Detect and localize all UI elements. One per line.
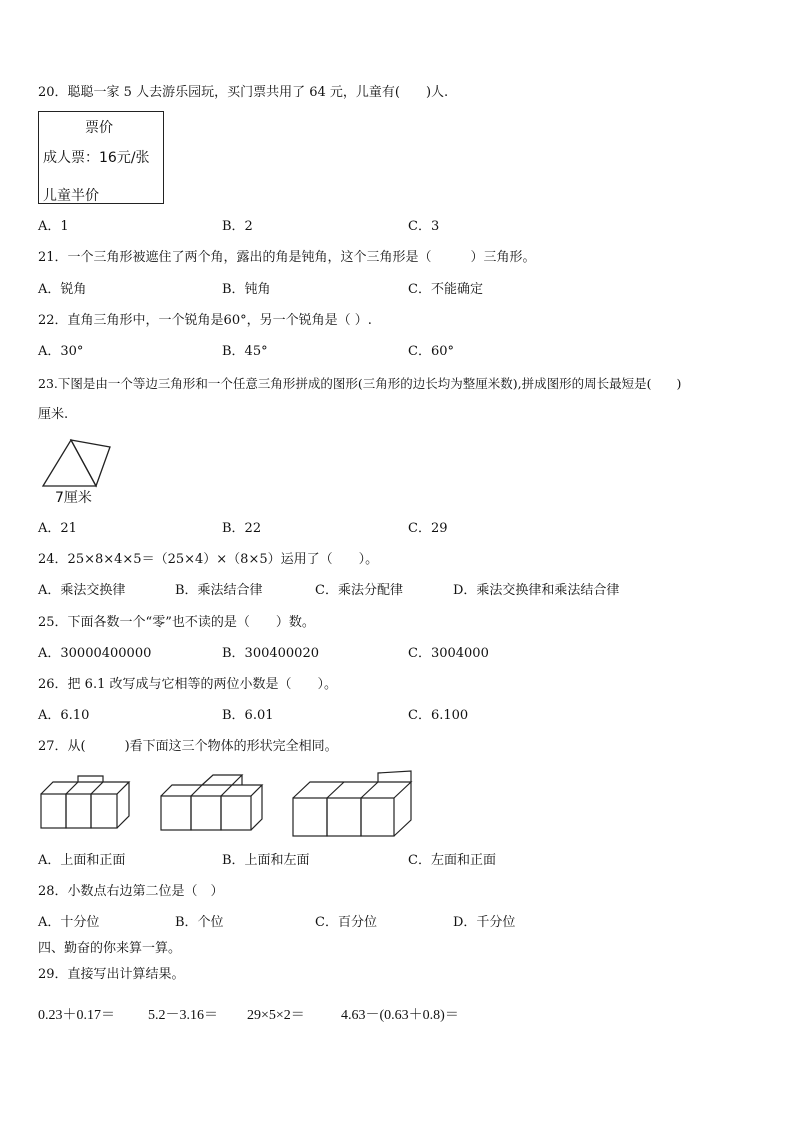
q20-option-a[interactable]: A．1 bbox=[38, 219, 69, 234]
question-29: 29．直接写出计算结果。 bbox=[38, 967, 185, 982]
q26-option-c[interactable]: C．6.100 bbox=[408, 708, 469, 723]
cube-object-2 bbox=[158, 772, 273, 834]
question-20: 20．聪聪一家 5 人去游乐园玩，买门票共用了 64 元，儿童有( )人. bbox=[38, 85, 449, 100]
child-ticket-price: 儿童半价 bbox=[43, 188, 99, 204]
cube-object-3 bbox=[290, 768, 430, 838]
q28-option-d[interactable]: D．千分位 bbox=[453, 915, 516, 930]
question-24: 24．25×8×4×5＝（25×4）×（8×5）运用了（ ）。 bbox=[38, 552, 379, 567]
q26-option-b[interactable]: B．6.01 bbox=[222, 708, 274, 723]
q20-option-b[interactable]: B．2 bbox=[222, 219, 253, 234]
q25-option-a[interactable]: A．30000400000 bbox=[38, 646, 152, 661]
q22-option-a[interactable]: A．30° bbox=[38, 344, 84, 359]
q25-option-c[interactable]: C．3004000 bbox=[408, 646, 489, 661]
section-heading: 四、勤奋的你来算一算。 bbox=[38, 941, 182, 956]
adult-ticket-price: 成人票：16元/张 bbox=[43, 150, 150, 166]
q27-option-c[interactable]: C．左面和正面 bbox=[408, 853, 496, 868]
q23-option-c[interactable]: C．29 bbox=[408, 521, 448, 536]
question-21: 21．一个三角形被遮住了两个角，露出的角是钝角，这个三角形是（ ）三角形。 bbox=[38, 250, 536, 265]
q23-option-b[interactable]: B．22 bbox=[222, 521, 262, 536]
cube-object-1 bbox=[38, 772, 138, 832]
question-25: 25．下面各数一个“零”也不读的是（ ）数。 bbox=[38, 615, 315, 630]
q21-option-b[interactable]: B．钝角 bbox=[222, 282, 271, 297]
question-27: 27．从( )看下面这三个物体的形状完全相同。 bbox=[38, 739, 338, 754]
q25-option-b[interactable]: B．300400020 bbox=[222, 646, 319, 661]
q27-option-b[interactable]: B．上面和左面 bbox=[222, 853, 310, 868]
q24-option-b[interactable]: B．乘法结合律 bbox=[175, 583, 263, 598]
q22-option-c[interactable]: C．60° bbox=[408, 344, 454, 359]
q22-option-b[interactable]: B．45° bbox=[222, 344, 268, 359]
calc-item-2: 5.2－3.16＝ bbox=[148, 1008, 218, 1023]
q28-option-a[interactable]: A．十分位 bbox=[38, 915, 100, 930]
calc-item-3: 29×5×2＝ bbox=[247, 1008, 305, 1023]
question-23-line1: 23.下图是由一个等边三角形和一个任意三角形拼成的图形(三角形的边长均为整厘米数),拼成图形的周长最短是( ) bbox=[38, 376, 682, 391]
q24-option-d[interactable]: D．乘法交换律和乘法结合律 bbox=[453, 583, 620, 598]
q28-option-b[interactable]: B．个位 bbox=[175, 915, 224, 930]
q23-option-a[interactable]: A．21 bbox=[38, 521, 77, 536]
question-22: 22．直角三角形中，一个锐角是60°，另一个锐角是（ ）. bbox=[38, 313, 372, 328]
calc-item-4: 4.63－(0.63＋0.8)＝ bbox=[341, 1008, 459, 1023]
q20-option-c[interactable]: C．3 bbox=[408, 219, 440, 234]
q28-option-c[interactable]: C．百分位 bbox=[315, 915, 377, 930]
q24-option-a[interactable]: A．乘法交换律 bbox=[38, 583, 126, 598]
calc-item-1: 0.23＋0.17＝ bbox=[38, 1008, 115, 1023]
q21-option-c[interactable]: C．不能确定 bbox=[408, 282, 483, 297]
question-23-line2: 厘米. bbox=[38, 407, 69, 422]
q21-option-a[interactable]: A．锐角 bbox=[38, 282, 87, 297]
ticket-price-title: 票价 bbox=[85, 120, 113, 136]
q27-option-a[interactable]: A．上面和正面 bbox=[38, 853, 126, 868]
q24-option-c[interactable]: C．乘法分配律 bbox=[315, 583, 403, 598]
triangle-side-label: 7厘米 bbox=[55, 490, 92, 506]
question-28: 28．小数点右边第二位是（ ） bbox=[38, 884, 224, 899]
question-26: 26．把 6.1 改写成与它相等的两位小数是（ ）。 bbox=[38, 677, 337, 692]
q26-option-a[interactable]: A．6.10 bbox=[38, 708, 90, 723]
ticket-price-box bbox=[38, 111, 164, 204]
